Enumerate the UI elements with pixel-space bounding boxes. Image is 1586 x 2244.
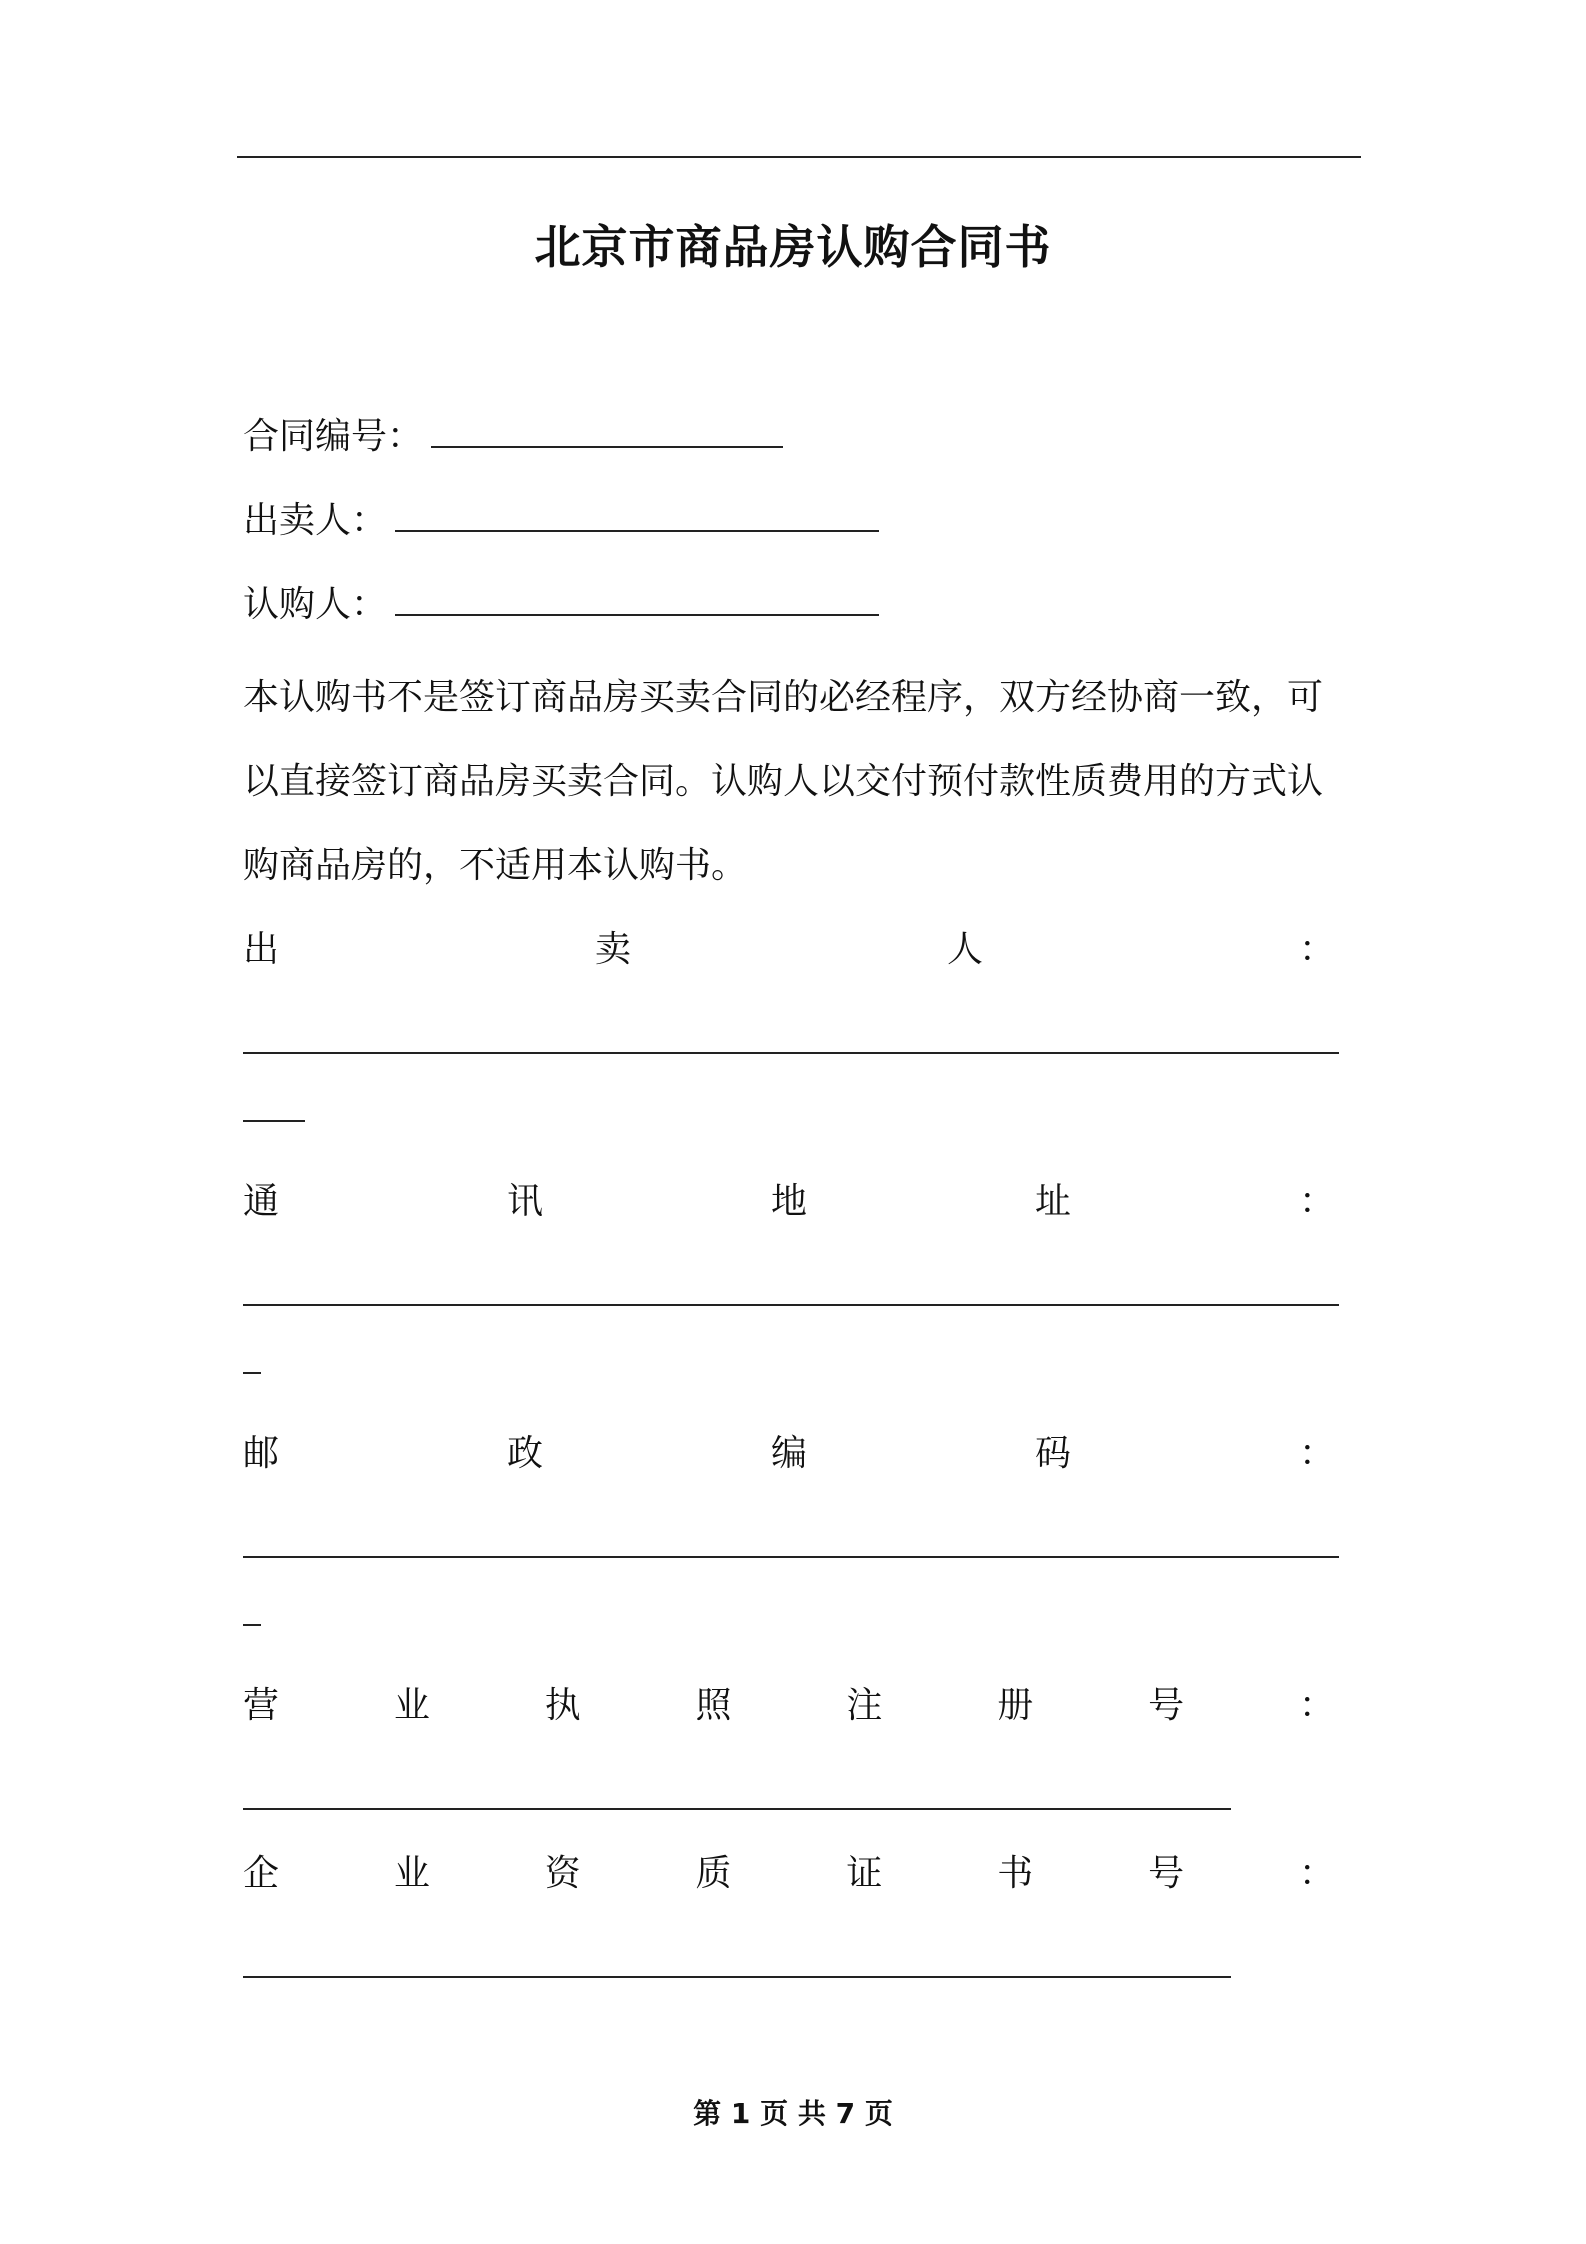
address-blank[interactable] (243, 1244, 1355, 1328)
license-char: 执 (544, 1685, 581, 1726)
seller-detail-char: 出 (243, 929, 280, 970)
postcode-char: 政 (506, 1433, 543, 1474)
blank-rule (243, 1052, 1339, 1054)
postcode-blank-cont[interactable] (243, 1580, 1355, 1664)
seller-field (243, 488, 1355, 572)
blank-rule (243, 1808, 1231, 1810)
qualification-char: 书 (997, 1853, 1034, 1894)
seller-detail-char: 卖 (594, 929, 631, 970)
qualification-cert-label (243, 1832, 1335, 1916)
blank-rule (243, 1372, 261, 1374)
blank-rule (243, 1120, 305, 1122)
address-char: 址 (1034, 1181, 1071, 1222)
blank-rule (243, 1556, 1339, 1558)
address-blank-cont[interactable] (243, 1328, 1355, 1412)
seller-detail-char: ： (1298, 929, 1335, 970)
qualification-char: 号 (1148, 1853, 1185, 1894)
qualification-char: 业 (393, 1853, 430, 1894)
postcode-label (243, 1412, 1335, 1496)
seller-blank[interactable] (395, 500, 879, 532)
postcode-char: 编 (770, 1433, 807, 1474)
license-char: ： (1298, 1685, 1335, 1726)
qualification-char: 证 (846, 1853, 883, 1894)
postcode-char: 邮 (243, 1433, 280, 1474)
qualification-char: 企 (243, 1853, 280, 1894)
license-char: 注 (846, 1685, 883, 1726)
contract-number-field (243, 404, 1355, 488)
postcode-char: 码 (1034, 1433, 1071, 1474)
qualification-cert-blank[interactable] (243, 1916, 1355, 2000)
seller-detail-blank-cont[interactable] (243, 1076, 1355, 1160)
blank-rule (243, 1976, 1231, 1978)
blank-rule (243, 1624, 261, 1626)
intro-paragraph: 本认购书不是签订商品房买卖合同的必经程序，双方经协商一致，可以直接签订商品房买卖合同。认购人以交付预付款性质费用的方式认购商品房的，不适用本认购书。 (243, 677, 1324, 886)
business-license-label (243, 1664, 1335, 1748)
address-char: 地 (770, 1181, 807, 1222)
seller-detail-char: 人 (946, 929, 983, 970)
buyer-blank[interactable] (395, 584, 879, 616)
license-char: 册 (997, 1685, 1034, 1726)
address-char: ： (1298, 1181, 1335, 1222)
address-char: 通 (243, 1181, 280, 1222)
qualification-char: 质 (695, 1853, 732, 1894)
seller-detail-label (243, 908, 1335, 992)
license-char: 号 (1148, 1685, 1185, 1726)
business-license-blank[interactable] (243, 1748, 1355, 1832)
postcode-blank[interactable] (243, 1496, 1355, 1580)
license-char: 照 (695, 1685, 732, 1726)
address-char: 讯 (506, 1181, 543, 1222)
header-rule (237, 156, 1361, 158)
address-label (243, 1160, 1335, 1244)
contract-number-label: 合同编号： (243, 416, 424, 457)
contract-number-blank[interactable] (431, 416, 783, 448)
postcode-char: ： (1298, 1433, 1335, 1474)
qualification-char: 资 (544, 1853, 581, 1894)
license-char: 营 (243, 1685, 280, 1726)
seller-detail-blank[interactable] (243, 992, 1355, 1076)
blank-rule (243, 1304, 1339, 1306)
document-title: 北京市商品房认购合同书 (534, 220, 1052, 274)
qualification-char: ： (1298, 1853, 1335, 1894)
document-body (243, 404, 1355, 2000)
page-number-footer: 第 1 页 共 7 页 (693, 2097, 893, 2130)
buyer-label: 认购人： (243, 584, 388, 625)
seller-label: 出卖人： (243, 500, 388, 541)
license-char: 业 (393, 1685, 430, 1726)
buyer-field (243, 572, 1355, 656)
